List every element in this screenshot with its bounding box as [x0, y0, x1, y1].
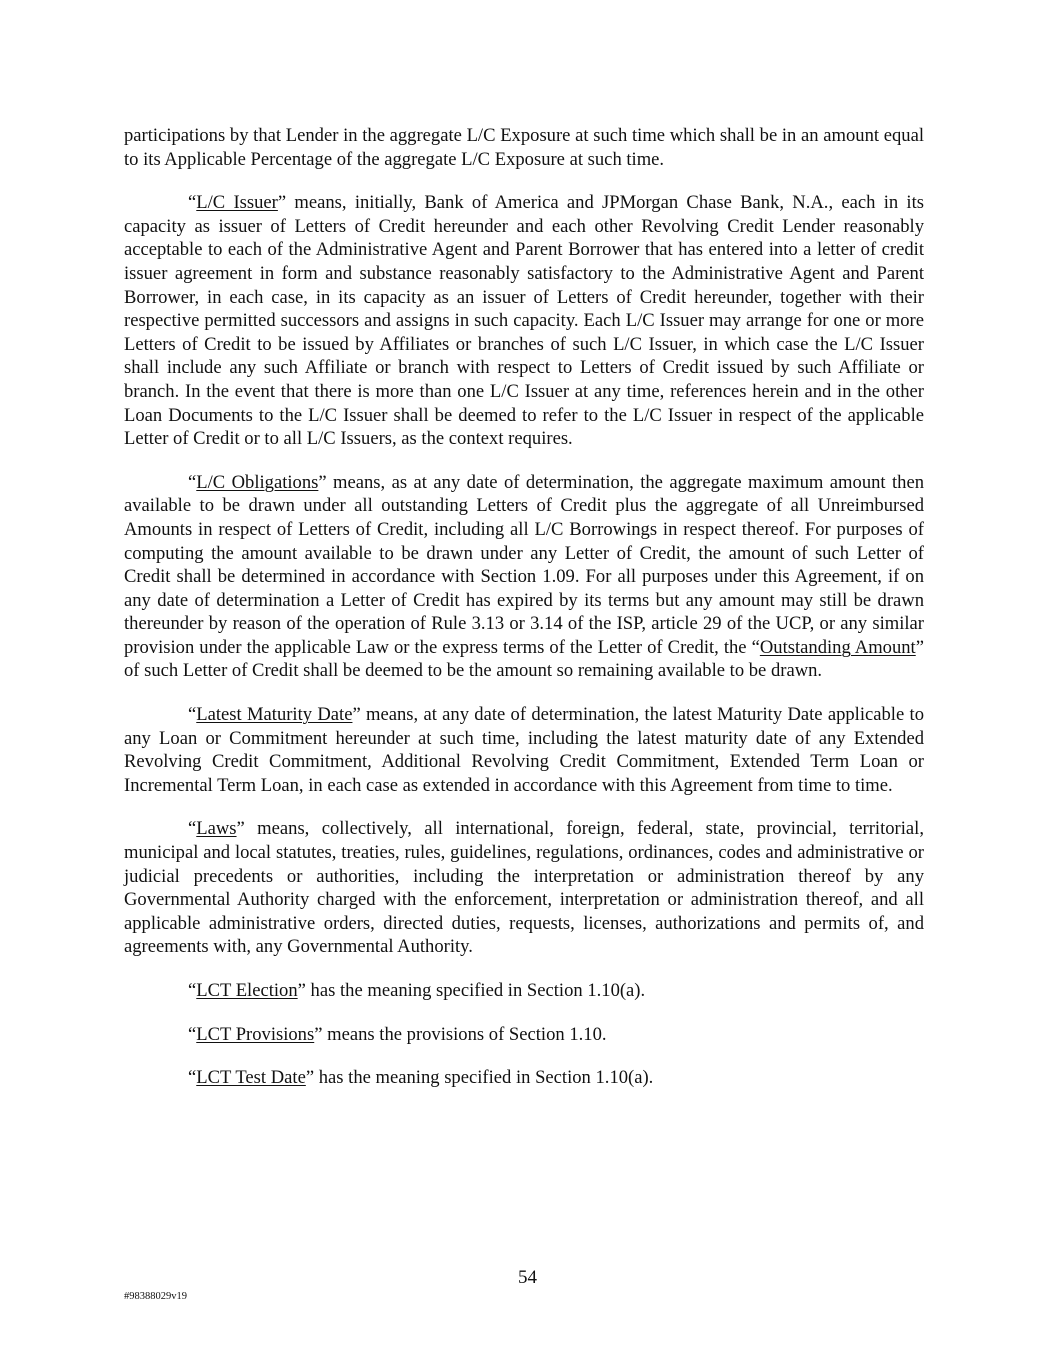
inline-defined-term: Outstanding Amount	[759, 636, 916, 658]
page-number: 54	[518, 1267, 537, 1288]
definition-body: ” means, as at any date of determination, the aggregate maximum amount then available to be drawn under all outstanding Letters of Credit plus the aggregate of all Unreimbursed Amounts in respect of Letters of Credit, including all L/C Borrowings in respect thereof. For purposes of computing the amount available to be drawn under any Letter of Credit, the amount of such Letter of Credit shall be determined in accordance with Section 1.09. For all purposes under this Agreement, if on any date of determination a Letter of Credit has expired by its terms but any amount may still be drawn thereunder by reason of the operation of Rule 3.13 or 3.14 of the ISP, article 29 of the UCP, or any similar provision under the applicable Law or the express terms of the Letter of Credit, the “	[124, 471, 925, 658]
definition-lc-issuer	[124, 191, 924, 451]
open-quote: “	[188, 1067, 197, 1089]
definition-lct-election	[124, 979, 924, 1003]
open-quote: “	[188, 980, 197, 1001]
open-quote: “	[188, 192, 197, 214]
defined-term: L/C Issuer	[196, 192, 278, 214]
definition-body: ” means, initially, Bank of America and JPMorgan Chase Bank, N.A., each in its capacity as issuer of Letters of Credit hereunder and each other Revolving Credit Lender reasonably acceptable to each of the Administrative Agent and Parent Borrower that has entered into a letter of credit issuer agreement in form and substance reasonably satisfactory to the Administrative Agent and Parent Borrower, in each case, in its capacity as an issuer of Letters of Credit hereunder, together with their respective permitted successors and assigns in such capacity. Each L/C Issuer may arrange for one or more Letters of Credit to be issued by Affiliates or branches of such L/C Issuer, in which case the L/C Issuer shall include any such Affiliate or branch with respect to Letters of Credit issued by such Affiliate or branch. In the event that there is more than one L/C Issuer at any time, references herein and in the other Loan Documents to the L/C Issuer shall be deemed to refer to the L/C Issuer in respect of the applicable Letter of Credit or to all L/C Issuers, as the context requires.	[124, 192, 924, 450]
definition-lc-obligations	[124, 471, 924, 683]
definition-lct-test-date	[124, 1066, 924, 1090]
definition-tail: ” of such Letter of Credit shall be deemed to be the amount so remaining available to be drawn.	[124, 636, 924, 682]
definition-lct-provisions	[124, 1023, 924, 1047]
continuation-paragraph: participations by that Lender in the aggregate L/C Exposure at such time which shall be in an amount equal to its Applicable Percentage of the aggregate L/C Exposure at such time.	[124, 125, 924, 170]
document-page	[124, 124, 924, 1110]
defined-term: Laws	[196, 818, 237, 840]
open-quote: “	[188, 471, 197, 493]
definition-latest-maturity-date	[124, 703, 924, 797]
definition-body: ” means, collectively, all international, foreign, federal, state, provincial, territorial, municipal and local statutes, treaties, rules, guidelines, regulations, ordinances, codes and administrative or judicial precedents or authorities, including the interpretation or administration thereof by any Governmental Authority charged with the enforcement, interpretation or administration thereof, and all applicable administrative orders, directed duties, requests, licenses, authorizations and permits of, and agreements with, any Governmental Authority.	[124, 818, 924, 958]
definition-body: ” means, at any date of determination, the latest Maturity Date applicable to any Loan or Commitment hereunder at such time, including the latest maturity date of any Extended Revolving Credit Commitment, Additional Revolving Credit Commitment, Extended Term Loan or Incremental Term Loan, in each case as extended in accordance with this Agreement from time to time.	[124, 704, 924, 796]
definition-body: ” has the meaning specified in Section 1.10(a).	[297, 980, 646, 1001]
defined-term: LCT Provisions	[196, 1023, 315, 1045]
defined-term: Latest Maturity Date	[196, 704, 353, 726]
open-quote: “	[188, 704, 197, 726]
open-quote: “	[188, 818, 197, 840]
document-id: #98388029v19	[124, 1291, 187, 1302]
definition-body: ” means the provisions of Section 1.10.	[314, 1023, 607, 1045]
definition-body: ” has the meaning specified in Section 1.10(a).	[305, 1067, 654, 1089]
defined-term: L/C Obligations	[196, 471, 319, 493]
defined-term: LCT Election	[196, 980, 298, 1001]
defined-term: LCT Test Date	[196, 1067, 306, 1089]
open-quote: “	[188, 1023, 197, 1045]
definition-laws	[124, 817, 924, 959]
